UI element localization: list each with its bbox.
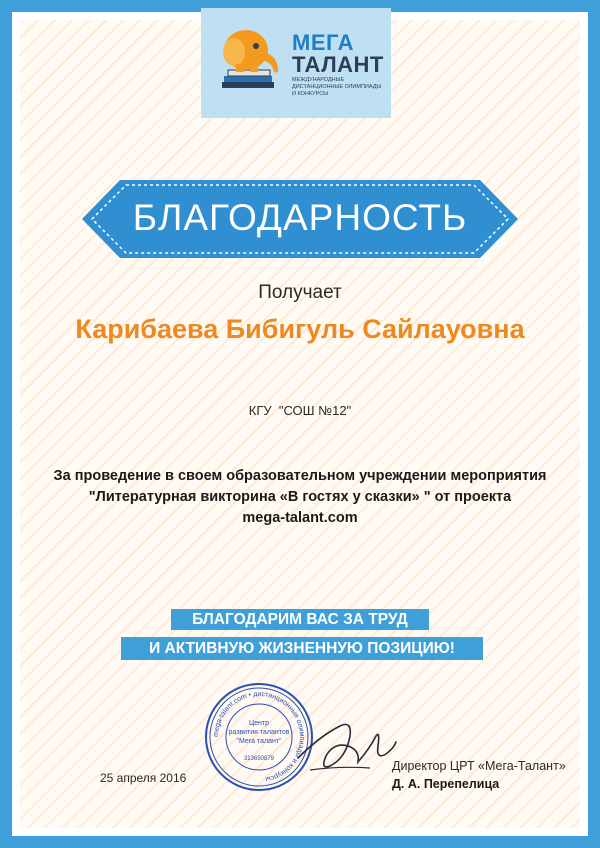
reason-line-3: mega-talant.com	[242, 510, 358, 526]
reason-line-1: За проведение в своем образовательном учреждении мероприятия	[53, 468, 547, 484]
director-name: Д. А. Перепелица	[392, 777, 500, 791]
stamp-center-line-3: "Мега талант"	[236, 738, 282, 745]
stamp-number: 313650879	[243, 756, 275, 762]
receives-label: Получает	[258, 282, 342, 303]
elephant-on-books-icon	[218, 22, 290, 92]
logo-subtitle: МЕЖДУНАРОДНЫЕ ДИСТАНЦИОННЫЕ ОЛИМПИАДЫ И КОНКУРСЫ	[292, 77, 382, 97]
logo-title-mega: МЕГА	[292, 30, 354, 55]
thanks-line-2: И АКТИВНУЮ ЖИЗНЕННУЮ ПОЗИЦИЮ!	[121, 637, 483, 660]
certificate-title: БЛАГОДАРНОСТЬ	[132, 197, 468, 238]
reason-text	[40, 466, 560, 529]
stamp-center-line-2: развития талантов	[228, 729, 290, 736]
organization-name: КГУ "СОШ №12"	[248, 403, 352, 418]
director-signature	[290, 696, 400, 786]
stamp-ring-text: mega-talant.com • дистанционные олимпиады и конкурсы	[212, 690, 306, 783]
issue-date: 25 апреля 2016	[100, 771, 187, 785]
logo-title-talant: ТАЛАНТ	[292, 52, 384, 77]
director-title: Директор ЦРТ «Мега-Талант»	[392, 759, 566, 773]
stamp-center-line-1: Центр	[248, 720, 270, 727]
recipient-name: Карибаева Бибигуль Сайлауовна	[75, 314, 525, 344]
thanks-line-1: БЛАГОДАРИМ ВАС ЗА ТРУД	[171, 609, 429, 630]
reason-line-2: "Литературная викторина «В гостях у сказки» " от проекта	[88, 489, 512, 505]
